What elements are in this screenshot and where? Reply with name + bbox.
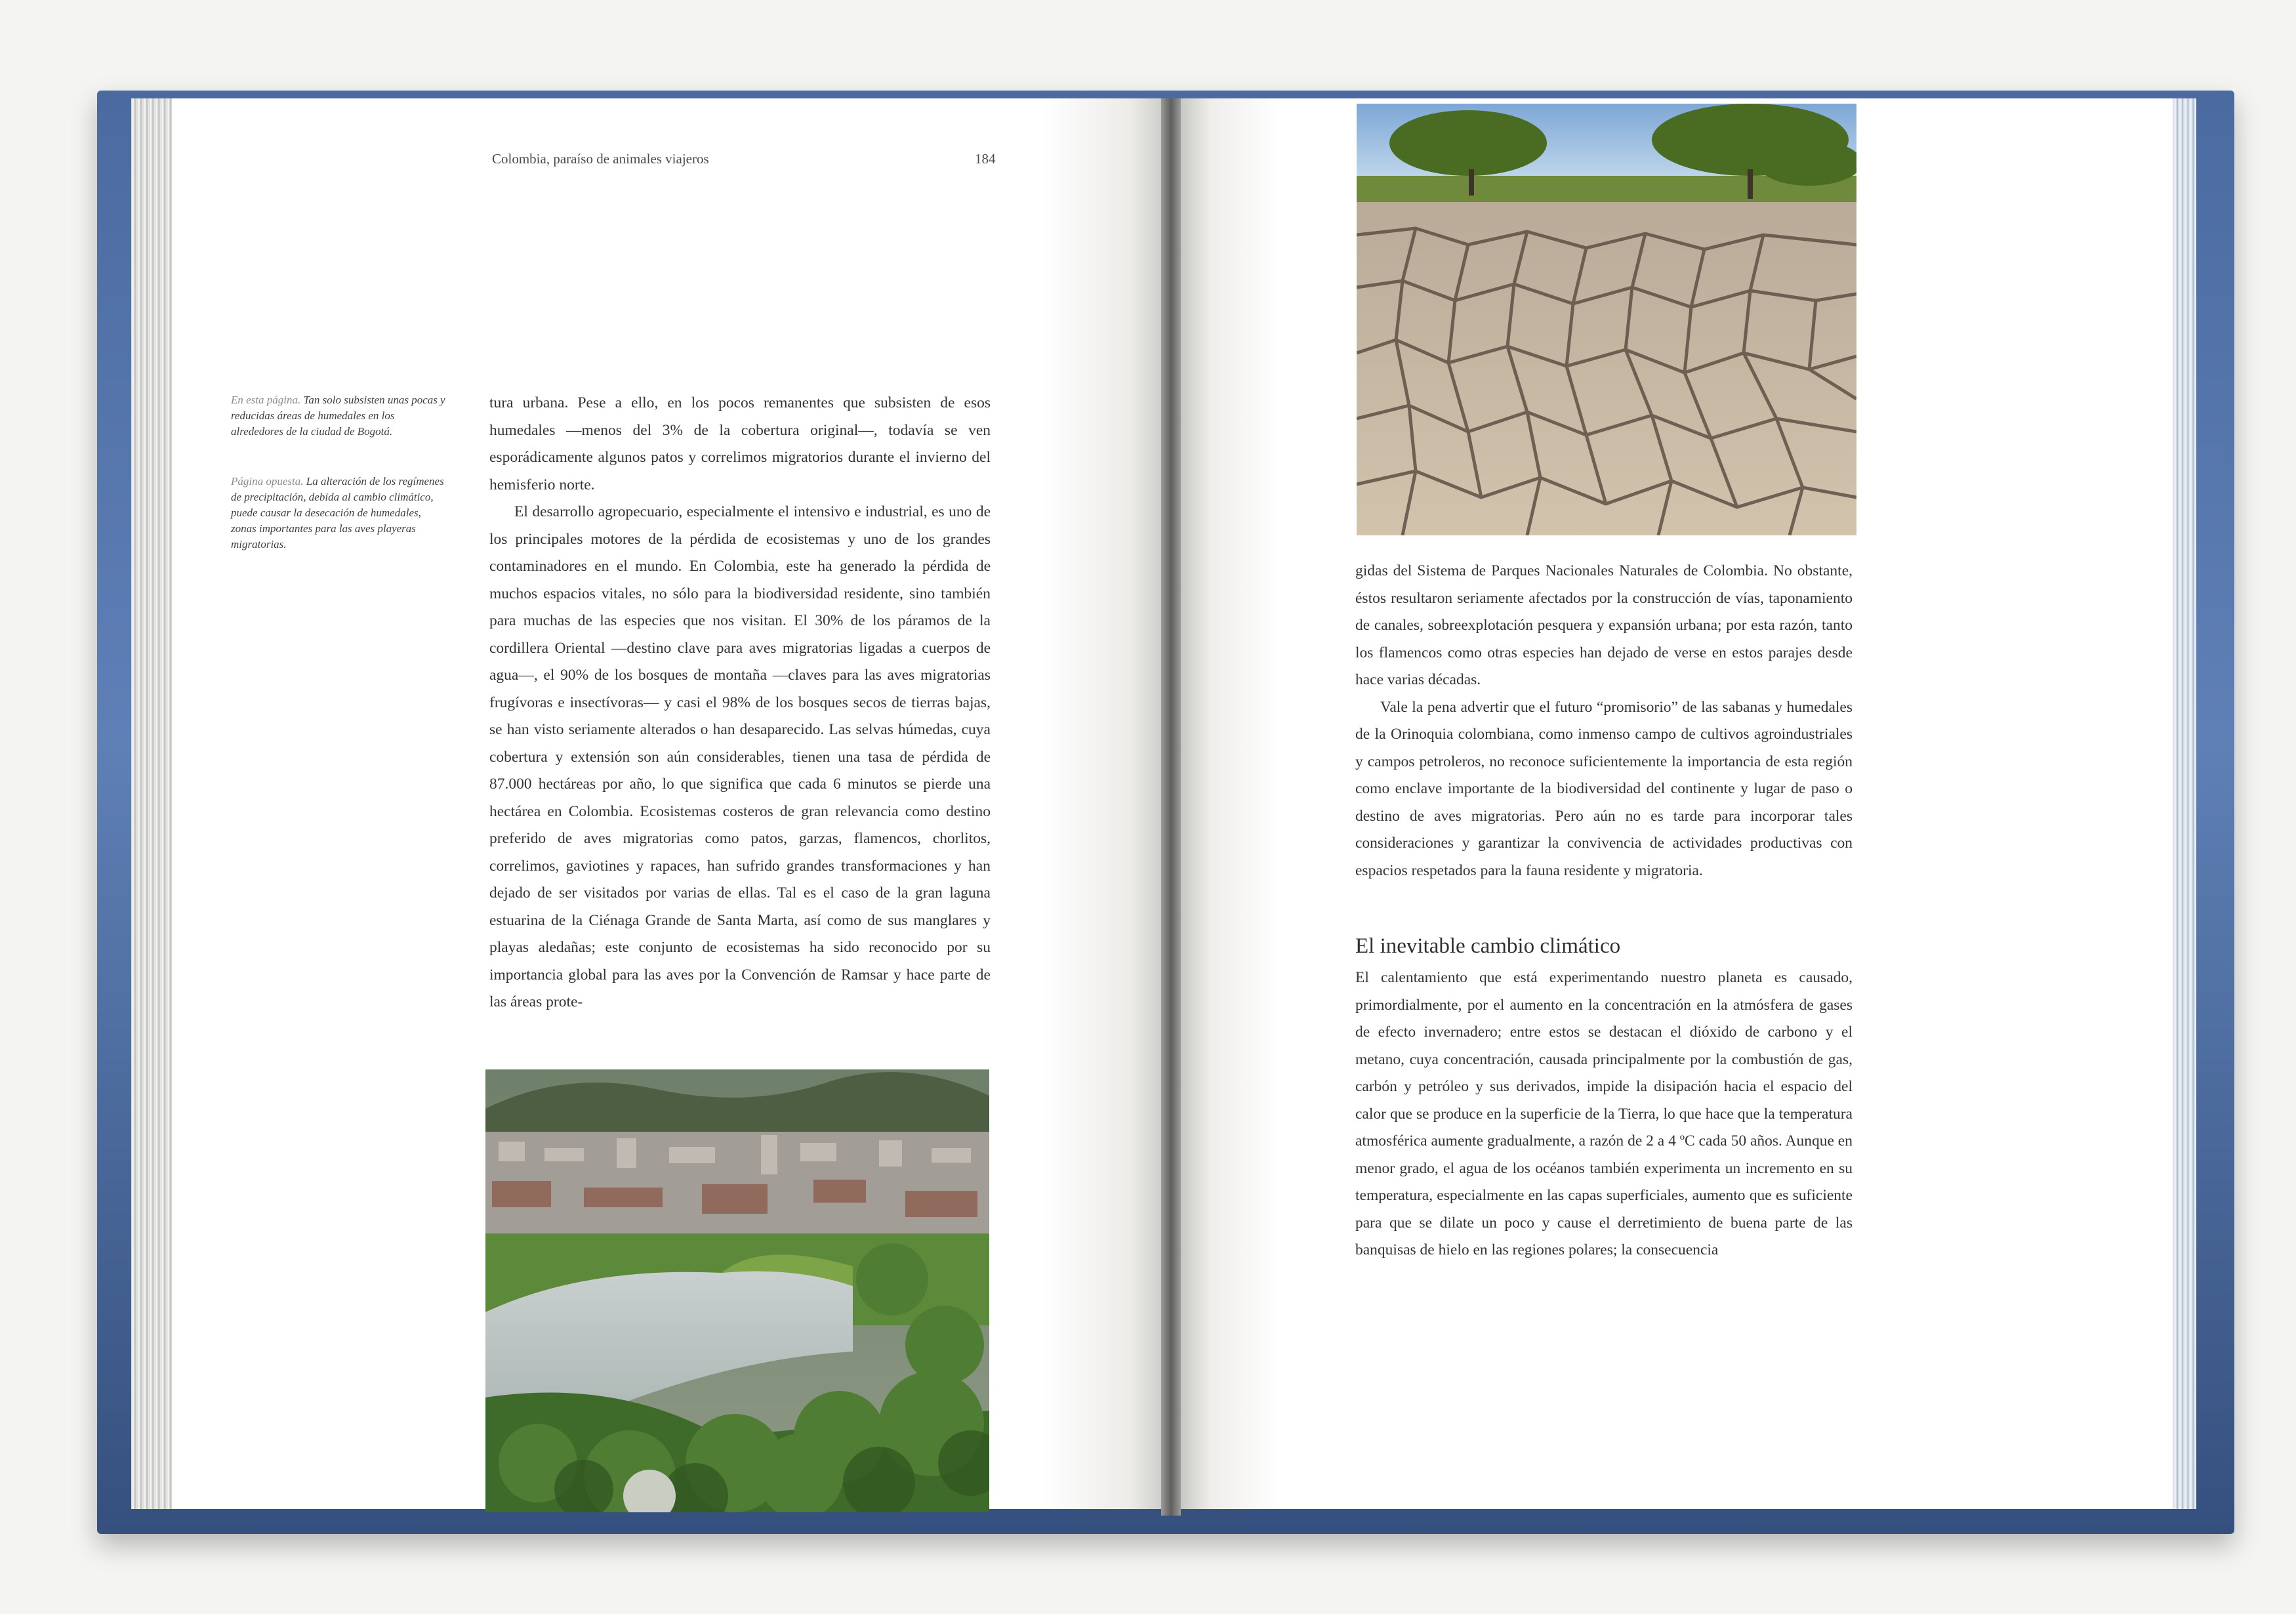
photo-cracked-earth (1357, 104, 1856, 535)
paragraph: El calentamiento que está experimentando nuestro planeta es causado, primordialmente, por el aumento en la concentración en la atmósfera de gases de efecto invernadero; entre estos se destacan el dióxido de carbono y el metano, cuya concentración, causada principalmente por la combustión de gas, carbón y petróleo y sus derivados, impide la disipación hacia el espacio del calor que se produce en la superficie de la Tierra, lo que hace que la temperatura atmosférica aumente gradualmente, a razón de 2 a 4 ºC cada 50 años. Aunque en menor grado, el agua de los océanos también experimenta un incremento en su temperatura, especialmente en las capas superficiales, aumento que es suficiente para que se dilate un poco y cause el derretimiento de buena parte de las banquisas de hielo en las regiones polares; la consecuencia (1355, 969, 1853, 1258)
section-body-text (1355, 964, 1853, 1264)
paragraph: El desarrollo agropecuario, especialmente el intensivo e industrial, es uno de los principales motores de la pérdida de ecosistemas y uno de los grandes contaminadores en el mundo. En Colombia, este ha generado la pérdida de muchos espacios vitales, no sólo para la biodiversidad residente, sino también para muchas de las especies que nos visitan. El 30% de los páramos de la cordillera Oriental —destino clave para aves migratorias ligadas a cuerpos de agua—, el 90% de los bosques de montaña —claves para las aves migratorias frugívoras e insectívoras— y casi el 98% de los bosques secos de tierras bajas, se han visto seriamente alterados o han desaparecido. Las selvas húmedas, cuya cobertura y extensión son aún considerables, tienen una tasa de pérdida de 87.000 hectáreas por año, lo que significa que cada 6 minutos se pierde una hectárea en Colombia. Ecosistemas costeros de gran relevancia como destino preferido de aves migratorias como patos, garzas, flamencos, chorlitos, correlimos, gaviotines y rapaces, han sufrido grandes transformaciones y han dejado de ser visitados por varias de ellas. Tal es el caso de la gran laguna estuarina de la Ciénaga Grande de Santa Marta, así como de sus manglares y playas aledañas; este conjunto de ecosistemas ha sido reconocido por su importancia global para las aves por la Convención de Ramsar y hace parte de las áreas prote- (489, 503, 991, 1010)
page-stack-right (2173, 98, 2196, 1509)
page-number: 184 (975, 151, 996, 167)
caption-lead: Página opuesta. (231, 475, 304, 487)
left-body-text (489, 390, 991, 1016)
paragraph: gidas del Sistema de Parques Nacionales Naturales de Colombia. No obstante, éstos resultaron seriamente afectados por la construcción de vías, taponamiento de canales, sobreexplotación pesquera y expansión urbana; por esta razón, tanto los flamencos como otras especies han dejado de verse en estos parajes desde hace varias décadas. (1355, 562, 1853, 688)
section-heading: El inevitable cambio climático (1355, 934, 1621, 958)
caption-this-page (231, 392, 447, 440)
caption-text: Tan solo subsisten unas pocas y reducidas áreas de humedales en los alrededores de la ciudad de Bogotá. (231, 394, 445, 438)
book-spine (1161, 98, 1181, 1516)
page-stack-left (131, 98, 177, 1509)
photo-bogota-wetland (485, 1069, 989, 1512)
caption-lead: En esta página. (231, 394, 301, 406)
caption-opposite-page (231, 474, 447, 552)
caption-text: La alteración de los regímenes de precipitación, debida al cambio climático, puede causar la desecación de humedales, zonas importantes para las aves playeras migratorias. (231, 475, 444, 550)
paragraph: Vale la pena advertir que el futuro “promisorio” de las sabanas y humedales de la Orinoquia colombiana, como inmenso campo de cultivos agroindustriales y campos petroleros, no reconoce suficientemente la importancia de esta región como enclave importante de la biodiversidad del continente y lugar de paso o destino de aves migratorias. Pero aún no es tarde para incorporar tales consideraciones y garantizar la convivencia de actividades productivas con espacios respetados para la fauna residente y migratoria. (1355, 698, 1853, 879)
paragraph: tura urbana. Pese a ello, en los pocos remanentes que subsisten de esos humedales —menos del 3% de la cobertura original—, todavía se ven esporádicamente algunos patos y correlimos migratorios durante el invierno del hemisferio norte. (489, 394, 991, 493)
running-head-title: Colombia, paraíso de animales viajeros (492, 151, 709, 167)
right-body-text (1355, 558, 1853, 884)
